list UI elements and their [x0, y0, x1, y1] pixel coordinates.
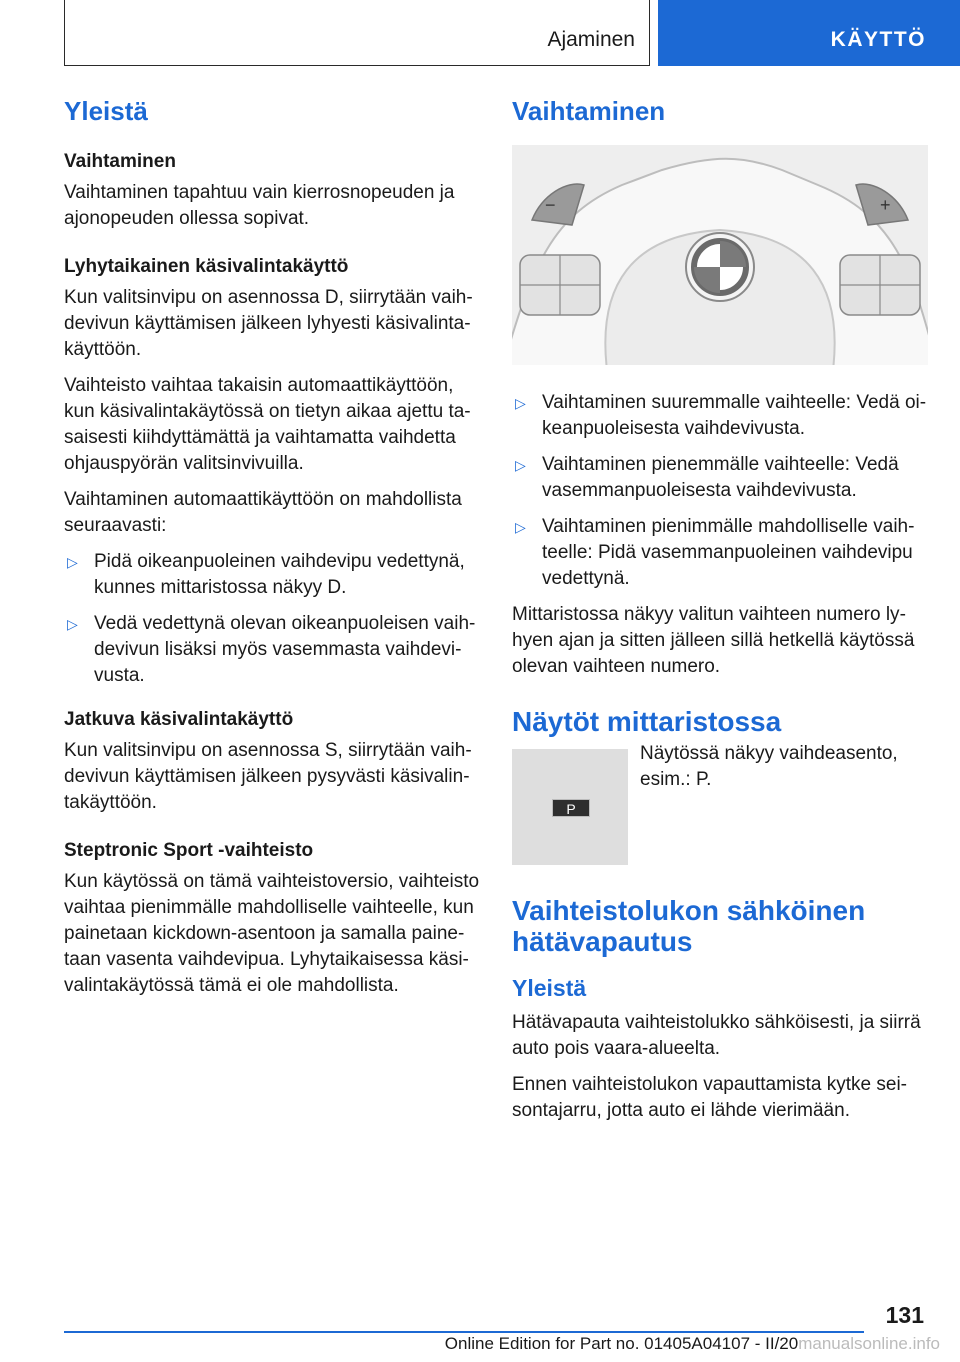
display-row [512, 743, 932, 865]
paragraph: Vaihtaminen automaattikäyttöön on mahdollista seuraavasti: [64, 489, 462, 536]
heading-steptronic: Steptronic Sport -vaihteisto [64, 840, 314, 861]
subheading-yleista: Yleistä [512, 975, 587, 1001]
paragraph: Kun valitsinvipu on asennossa D, siirrytään vaihdevivun käyttämisen jälkeen lyhyesti käsivalintakäyttöön. [64, 287, 473, 360]
left-title: Yleistä [64, 96, 148, 126]
edition-text: Online Edition for Part no. 01405A04107 - II/20 [444, 1334, 799, 1353]
bullet-list [512, 390, 932, 592]
gear-p-symbol: P [552, 799, 590, 817]
paddle-plus-label: + [880, 195, 891, 215]
paragraph: Kun käytössä on tämä vaihteistoversio, vaihteisto vaihtaa pienimmälle mahdolliselle vaihteelle, kun painetaan kickdown-asentoon ja samalla painetaan vasenta vaihdevipua. Lyhytaikaisessa käsivalintakäytössä tämä ei ole mahdollista. [64, 871, 480, 996]
heading-jatkuva: Jatkuva käsivalintakäyttö [64, 709, 294, 730]
header-chapter: Ajaminen [547, 28, 635, 51]
paragraph: Hätävapauta vaihteistolukko sähköisesti, ja siirrä auto pois vaara-alueelta. [512, 1012, 921, 1059]
header-section-tab [658, 0, 960, 66]
heading-naytot: Näytöt mittaristossa [512, 706, 782, 737]
triangle-right-outline-icon: ▷ [515, 457, 526, 473]
right-title: Vaihtaminen [512, 96, 666, 126]
list-item: ▷ Vaihtaminen pienimmälle mahdolliselle vaihteelle: Pidä vasemmanpuoleinen vaihdevipu vedettynä. [515, 516, 915, 589]
footer-edition [445, 1334, 940, 1354]
triangle-right-outline-icon: ▷ [67, 554, 78, 570]
list-item: ▷ Vedä vedettynä olevan oikeanpuoleisen vaihdevivun lisäksi myös vasemmasta vaihdevivusta. [67, 613, 476, 686]
paragraph: Ennen vaihteistolukon vapauttamista kytke seisontajarru, jotta auto ei lähde vierimään. [512, 1074, 907, 1121]
triangle-right-outline-icon: ▷ [515, 395, 526, 411]
bullet-list [64, 549, 484, 689]
triangle-right-outline-icon: ▷ [67, 616, 78, 632]
heading-lyhytaikainen: Lyhytaikainen käsivalintakäyttö [64, 256, 349, 277]
header-section: KÄYTTÖ [830, 28, 926, 51]
paragraph: Näytössä näkyy vaihdeasento, esim.: P. [640, 743, 898, 790]
heading-vaihtaminen: Vaihtaminen [64, 151, 176, 172]
header-chapter-tab [64, 0, 650, 66]
left-column [64, 96, 484, 1009]
paragraph: Vaihteisto vaihtaa takaisin automaattikäyttöön, kun käsivalintakäytössä on tietyn aikaa ajettu tasaisesti kiihdyttämättä ja vaihtamatta vaihdetta ohjauspyörän valitsinvivuilla. [64, 375, 471, 474]
steering-wheel-illustration [512, 145, 928, 365]
paragraph: Mittaristossa näkyy valitun vaihteen numero lyhyen ajan ja sitten jälleen sillä hetkellä käytössä olevan vaihteen numero. [512, 604, 915, 677]
paragraph: Vaihtaminen tapahtuu vain kierrosnopeuden ja ajonopeuden ollessa sopivat. [64, 182, 455, 229]
gear-display-illustration [512, 749, 628, 865]
triangle-right-outline-icon: ▷ [515, 519, 526, 535]
heading-hatavapautus: Vaihteistolukon sähköinen hätävapautus [512, 895, 866, 957]
watermark: manualsonline.info [798, 1334, 940, 1353]
footer-rule [64, 1331, 864, 1333]
paragraph: Kun valitsinvipu on asennossa S, siirrytään vaihdevivun käyttämisen jälkeen pysyvästi käsivalintakäyttöön. [64, 740, 472, 813]
list-item: ▷ Pidä oikeanpuoleinen vaihdevipu vedettynä, kunnes mittaristossa näkyy D. [67, 551, 465, 598]
right-column [512, 96, 932, 1134]
list-item: ▷ Vaihtaminen pienemmälle vaihteelle: Vedä vasemmanpuoleisesta vaihdevivusta. [515, 454, 899, 501]
paddle-minus-label: − [545, 195, 556, 215]
list-item: ▷ Vaihtaminen suuremmalle vaihteelle: Vedä oikeanpuoleisesta vaihdevivusta. [515, 392, 927, 439]
page-number: 131 [885, 1302, 924, 1328]
